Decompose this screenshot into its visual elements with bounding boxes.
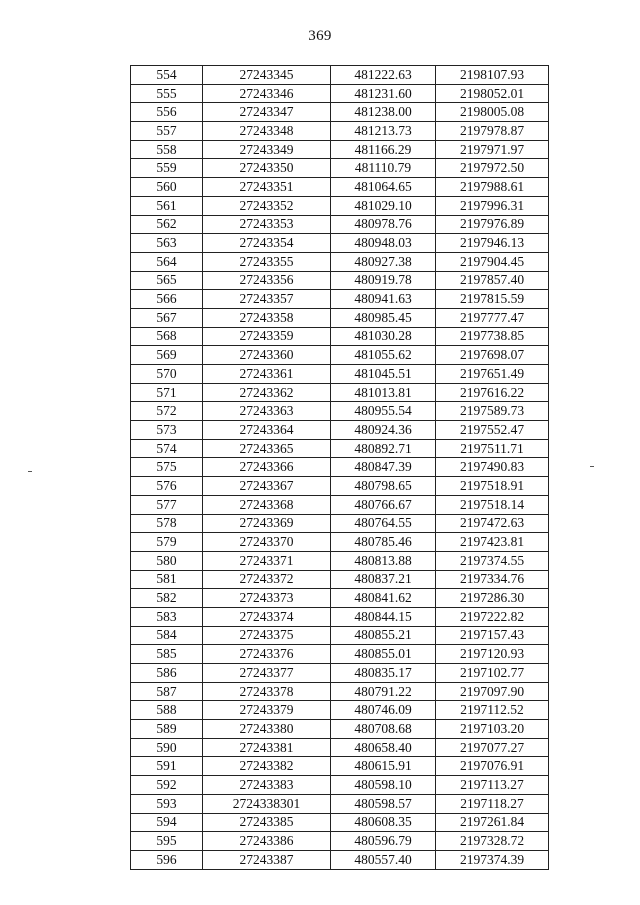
point-id-cell: 27243358 — [203, 308, 331, 327]
margin-mark-left — [28, 471, 32, 472]
page-number: 369 — [308, 28, 332, 44]
point-number-cell: 558 — [131, 140, 203, 159]
margin-mark-right — [590, 466, 594, 467]
point-number-cell: 564 — [131, 252, 203, 271]
point-id-cell: 27243386 — [203, 832, 331, 851]
point-id-cell: 27243371 — [203, 551, 331, 570]
point-number-cell: 574 — [131, 439, 203, 458]
x-coordinate-cell: 481045.51 — [331, 365, 436, 384]
point-number-cell: 555 — [131, 84, 203, 103]
table-body — [131, 66, 549, 870]
y-coordinate-cell: 2197077.27 — [436, 738, 549, 757]
point-id-cell: 27243364 — [203, 421, 331, 440]
point-number-cell: 562 — [131, 215, 203, 234]
point-id-cell: 27243363 — [203, 402, 331, 421]
x-coordinate-cell: 480615.91 — [331, 757, 436, 776]
table-row — [131, 103, 549, 122]
y-coordinate-cell: 2197102.77 — [436, 664, 549, 683]
table-row — [131, 346, 549, 365]
x-coordinate-cell: 481013.81 — [331, 383, 436, 402]
table-row — [131, 215, 549, 234]
point-id-cell: 27243370 — [203, 533, 331, 552]
x-coordinate-cell: 481166.29 — [331, 140, 436, 159]
table-row — [131, 66, 549, 85]
table-row — [131, 757, 549, 776]
point-id-cell: 27243378 — [203, 682, 331, 701]
y-coordinate-cell: 2197118.27 — [436, 794, 549, 813]
y-coordinate-cell: 2197076.91 — [436, 757, 549, 776]
point-number-cell: 569 — [131, 346, 203, 365]
y-coordinate-cell: 2197112.52 — [436, 701, 549, 720]
point-id-cell: 27243349 — [203, 140, 331, 159]
table-row — [131, 84, 549, 103]
point-number-cell: 568 — [131, 327, 203, 346]
table-row — [131, 383, 549, 402]
point-number-cell: 590 — [131, 738, 203, 757]
table-row — [131, 308, 549, 327]
table-row — [131, 365, 549, 384]
point-number-cell: 571 — [131, 383, 203, 402]
point-number-cell: 593 — [131, 794, 203, 813]
table-row — [131, 178, 549, 197]
table-row — [131, 421, 549, 440]
point-number-cell: 573 — [131, 421, 203, 440]
point-number-cell: 581 — [131, 570, 203, 589]
y-coordinate-cell: 2198005.08 — [436, 103, 549, 122]
table-row — [131, 327, 549, 346]
point-number-cell: 575 — [131, 458, 203, 477]
y-coordinate-cell: 2197988.61 — [436, 178, 549, 197]
point-id-cell: 27243346 — [203, 84, 331, 103]
point-id-cell: 27243373 — [203, 589, 331, 608]
table-row — [131, 271, 549, 290]
table-row — [131, 140, 549, 159]
point-id-cell: 27243352 — [203, 196, 331, 215]
point-number-cell: 567 — [131, 308, 203, 327]
x-coordinate-cell: 480557.40 — [331, 850, 436, 869]
x-coordinate-cell: 481029.10 — [331, 196, 436, 215]
table-row — [131, 626, 549, 645]
x-coordinate-cell: 481030.28 — [331, 327, 436, 346]
x-coordinate-cell: 480785.46 — [331, 533, 436, 552]
point-number-cell: 583 — [131, 607, 203, 626]
point-id-cell: 27243367 — [203, 477, 331, 496]
x-coordinate-cell: 480978.76 — [331, 215, 436, 234]
point-number-cell: 563 — [131, 234, 203, 253]
y-coordinate-cell: 2197374.55 — [436, 551, 549, 570]
point-number-cell: 586 — [131, 664, 203, 683]
y-coordinate-cell: 2197857.40 — [436, 271, 549, 290]
point-id-cell: 27243354 — [203, 234, 331, 253]
y-coordinate-cell: 2197328.72 — [436, 832, 549, 851]
x-coordinate-cell: 480791.22 — [331, 682, 436, 701]
point-id-cell: 2724338301 — [203, 794, 331, 813]
table-row — [131, 159, 549, 178]
x-coordinate-cell: 480598.57 — [331, 794, 436, 813]
y-coordinate-cell: 2197518.14 — [436, 495, 549, 514]
x-coordinate-cell: 481064.65 — [331, 178, 436, 197]
point-number-cell: 582 — [131, 589, 203, 608]
point-id-cell: 27243348 — [203, 122, 331, 141]
x-coordinate-cell: 480708.68 — [331, 720, 436, 739]
table-row — [131, 551, 549, 570]
y-coordinate-cell: 2197097.90 — [436, 682, 549, 701]
point-id-cell: 27243365 — [203, 439, 331, 458]
x-coordinate-cell: 481222.63 — [331, 66, 436, 85]
coordinates-table — [130, 65, 549, 870]
y-coordinate-cell: 2197552.47 — [436, 421, 549, 440]
point-id-cell: 27243379 — [203, 701, 331, 720]
table-row — [131, 477, 549, 496]
y-coordinate-cell: 2198107.93 — [436, 66, 549, 85]
point-id-cell: 27243382 — [203, 757, 331, 776]
x-coordinate-cell: 480847.39 — [331, 458, 436, 477]
y-coordinate-cell: 2197976.89 — [436, 215, 549, 234]
y-coordinate-cell: 2198052.01 — [436, 84, 549, 103]
x-coordinate-cell: 481213.73 — [331, 122, 436, 141]
x-coordinate-cell: 481055.62 — [331, 346, 436, 365]
table-row — [131, 196, 549, 215]
point-number-cell: 585 — [131, 645, 203, 664]
point-id-cell: 27243345 — [203, 66, 331, 85]
y-coordinate-cell: 2197815.59 — [436, 290, 549, 309]
point-id-cell: 27243347 — [203, 103, 331, 122]
x-coordinate-cell: 480798.65 — [331, 477, 436, 496]
y-coordinate-cell: 2197904.45 — [436, 252, 549, 271]
x-coordinate-cell: 480844.15 — [331, 607, 436, 626]
point-number-cell: 577 — [131, 495, 203, 514]
x-coordinate-cell: 480948.03 — [331, 234, 436, 253]
point-number-cell: 559 — [131, 159, 203, 178]
x-coordinate-cell: 480924.36 — [331, 421, 436, 440]
x-coordinate-cell: 480855.01 — [331, 645, 436, 664]
x-coordinate-cell: 480746.09 — [331, 701, 436, 720]
point-id-cell: 27243350 — [203, 159, 331, 178]
x-coordinate-cell: 481238.00 — [331, 103, 436, 122]
x-coordinate-cell: 480841.62 — [331, 589, 436, 608]
y-coordinate-cell: 2197698.07 — [436, 346, 549, 365]
table-row — [131, 850, 549, 869]
y-coordinate-cell: 2197374.39 — [436, 850, 549, 869]
y-coordinate-cell: 2197946.13 — [436, 234, 549, 253]
y-coordinate-cell: 2197286.30 — [436, 589, 549, 608]
point-number-cell: 561 — [131, 196, 203, 215]
table-row — [131, 495, 549, 514]
point-id-cell: 27243369 — [203, 514, 331, 533]
point-number-cell: 566 — [131, 290, 203, 309]
x-coordinate-cell: 481231.60 — [331, 84, 436, 103]
table-row — [131, 832, 549, 851]
y-coordinate-cell: 2197472.63 — [436, 514, 549, 533]
table-row — [131, 570, 549, 589]
table-row — [131, 402, 549, 421]
y-coordinate-cell: 2197518.91 — [436, 477, 549, 496]
point-id-cell: 27243355 — [203, 252, 331, 271]
point-id-cell: 27243359 — [203, 327, 331, 346]
point-id-cell: 27243368 — [203, 495, 331, 514]
y-coordinate-cell: 2197490.83 — [436, 458, 549, 477]
x-coordinate-cell: 480766.67 — [331, 495, 436, 514]
point-id-cell: 27243376 — [203, 645, 331, 664]
point-number-cell: 560 — [131, 178, 203, 197]
table-row — [131, 738, 549, 757]
point-id-cell: 27243380 — [203, 720, 331, 739]
point-id-cell: 27243351 — [203, 178, 331, 197]
table-row — [131, 252, 549, 271]
point-number-cell: 592 — [131, 776, 203, 795]
x-coordinate-cell: 480892.71 — [331, 439, 436, 458]
point-number-cell: 589 — [131, 720, 203, 739]
x-coordinate-cell: 480927.38 — [331, 252, 436, 271]
point-number-cell: 576 — [131, 477, 203, 496]
table-row — [131, 122, 549, 141]
table-row — [131, 813, 549, 832]
table-row — [131, 533, 549, 552]
table-row — [131, 439, 549, 458]
table-row — [131, 682, 549, 701]
point-number-cell: 579 — [131, 533, 203, 552]
point-id-cell: 27243375 — [203, 626, 331, 645]
point-id-cell: 27243381 — [203, 738, 331, 757]
y-coordinate-cell: 2197113.27 — [436, 776, 549, 795]
y-coordinate-cell: 2197996.31 — [436, 196, 549, 215]
y-coordinate-cell: 2197971.97 — [436, 140, 549, 159]
point-number-cell: 565 — [131, 271, 203, 290]
table-row — [131, 664, 549, 683]
x-coordinate-cell: 480855.21 — [331, 626, 436, 645]
table-row — [131, 458, 549, 477]
point-id-cell: 27243356 — [203, 271, 331, 290]
point-number-cell: 578 — [131, 514, 203, 533]
y-coordinate-cell: 2197511.71 — [436, 439, 549, 458]
y-coordinate-cell: 2197157.43 — [436, 626, 549, 645]
point-number-cell: 570 — [131, 365, 203, 384]
x-coordinate-cell: 480658.40 — [331, 738, 436, 757]
y-coordinate-cell: 2197423.81 — [436, 533, 549, 552]
x-coordinate-cell: 480985.45 — [331, 308, 436, 327]
point-number-cell: 556 — [131, 103, 203, 122]
point-number-cell: 584 — [131, 626, 203, 645]
x-coordinate-cell: 480764.55 — [331, 514, 436, 533]
x-coordinate-cell: 480941.63 — [331, 290, 436, 309]
point-number-cell: 557 — [131, 122, 203, 141]
point-number-cell: 595 — [131, 832, 203, 851]
table-row — [131, 776, 549, 795]
y-coordinate-cell: 2197261.84 — [436, 813, 549, 832]
y-coordinate-cell: 2197334.76 — [436, 570, 549, 589]
y-coordinate-cell: 2197651.49 — [436, 365, 549, 384]
x-coordinate-cell: 481110.79 — [331, 159, 436, 178]
point-number-cell: 591 — [131, 757, 203, 776]
table-row — [131, 514, 549, 533]
y-coordinate-cell: 2197777.47 — [436, 308, 549, 327]
y-coordinate-cell: 2197738.85 — [436, 327, 549, 346]
y-coordinate-cell: 2197103.20 — [436, 720, 549, 739]
table-row — [131, 589, 549, 608]
point-id-cell: 27243387 — [203, 850, 331, 869]
x-coordinate-cell: 480598.10 — [331, 776, 436, 795]
table-row — [131, 234, 549, 253]
table-row — [131, 607, 549, 626]
point-number-cell: 554 — [131, 66, 203, 85]
point-id-cell: 27243372 — [203, 570, 331, 589]
point-number-cell: 572 — [131, 402, 203, 421]
y-coordinate-cell: 2197972.50 — [436, 159, 549, 178]
point-number-cell: 588 — [131, 701, 203, 720]
point-id-cell: 27243353 — [203, 215, 331, 234]
point-id-cell: 27243374 — [203, 607, 331, 626]
table-row — [131, 645, 549, 664]
x-coordinate-cell: 480919.78 — [331, 271, 436, 290]
y-coordinate-cell: 2197978.87 — [436, 122, 549, 141]
y-coordinate-cell: 2197616.22 — [436, 383, 549, 402]
point-id-cell: 27243361 — [203, 365, 331, 384]
table-row — [131, 290, 549, 309]
y-coordinate-cell: 2197120.93 — [436, 645, 549, 664]
x-coordinate-cell: 480835.17 — [331, 664, 436, 683]
table-row — [131, 794, 549, 813]
point-id-cell: 27243360 — [203, 346, 331, 365]
point-id-cell: 27243377 — [203, 664, 331, 683]
y-coordinate-cell: 2197589.73 — [436, 402, 549, 421]
point-number-cell: 596 — [131, 850, 203, 869]
point-id-cell: 27243383 — [203, 776, 331, 795]
point-id-cell: 27243366 — [203, 458, 331, 477]
x-coordinate-cell: 480837.21 — [331, 570, 436, 589]
x-coordinate-cell: 480596.79 — [331, 832, 436, 851]
point-number-cell: 587 — [131, 682, 203, 701]
point-id-cell: 27243357 — [203, 290, 331, 309]
point-number-cell: 594 — [131, 813, 203, 832]
point-id-cell: 27243385 — [203, 813, 331, 832]
x-coordinate-cell: 480813.88 — [331, 551, 436, 570]
point-id-cell: 27243362 — [203, 383, 331, 402]
y-coordinate-cell: 2197222.82 — [436, 607, 549, 626]
table-row — [131, 720, 549, 739]
x-coordinate-cell: 480608.35 — [331, 813, 436, 832]
point-number-cell: 580 — [131, 551, 203, 570]
table-row — [131, 701, 549, 720]
x-coordinate-cell: 480955.54 — [331, 402, 436, 421]
